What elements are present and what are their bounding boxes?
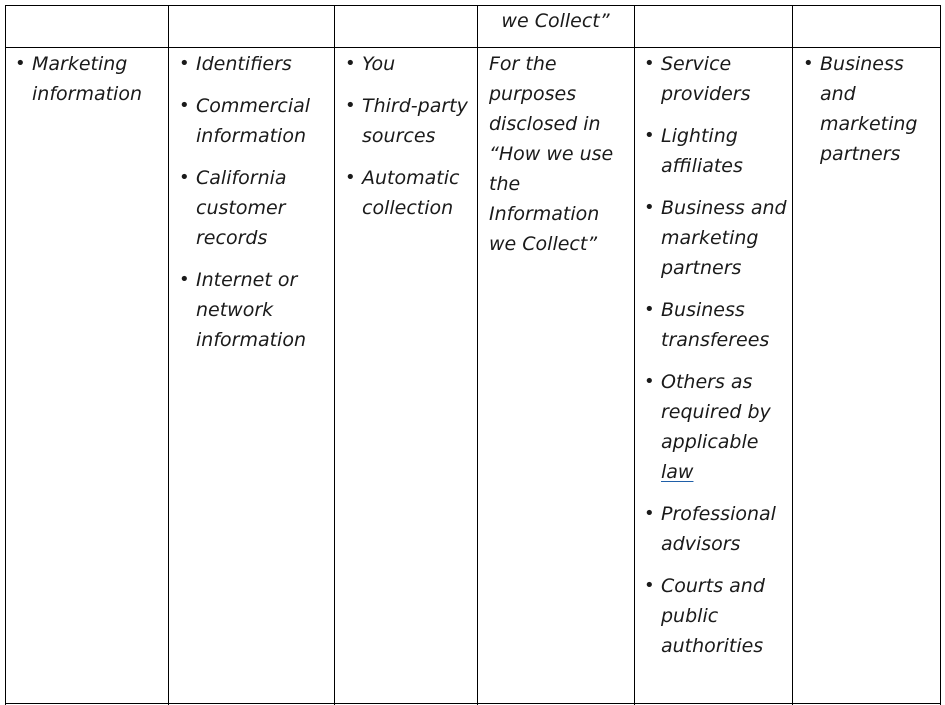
categories-list [11,49,167,109]
list-item [640,367,790,487]
list-item: • Business and marketing partners [640,193,790,283]
table-border-right [940,5,941,705]
table-border-bottom [5,703,941,704]
list-item: • Commercial information [175,91,333,151]
list-item: • Third-party sources [341,91,476,151]
top-row-col4-text: we Collect” [501,10,610,32]
purposes-cell [489,49,629,259]
list-item: • Professional advisors [640,499,790,559]
table-border-top [5,5,941,6]
list-item: • Business transferees [640,295,790,355]
column-divider [792,5,793,705]
data-types-list [175,49,333,355]
categories-cell [11,49,167,121]
column-divider [168,5,169,705]
column-divider [477,5,478,705]
list-item: • Lighting affiliates [640,121,790,181]
list-item: • California customer records [175,163,333,253]
table-border-left [5,5,6,705]
list-item: • Courts and public authorities [640,571,790,661]
column-divider [334,5,335,705]
list-item: • Service providers [640,49,790,109]
law-link[interactable]: law [661,461,694,483]
data-types-cell [175,49,333,367]
disclosed-to-list [640,49,790,661]
disclosed-to-cell [640,49,790,673]
sold-shared-list [799,49,939,169]
sold-shared-cell [799,49,939,181]
row-divider [5,47,941,48]
purposes-text: For the purposes disclosed in “How we use the Information we Collect” [489,53,614,255]
list-item: • Internet or network information [175,265,333,355]
sources-cell [341,49,476,235]
top-row-col4-cell [477,6,634,36]
law-item-text: Others as required by applicable [661,371,771,453]
list-item: • You [341,49,476,79]
list-item: • Automatic collection [341,163,476,223]
column-divider [634,5,635,705]
sources-list [341,49,476,223]
list-item: • Business and marketing partners [799,49,939,169]
list-item: • Marketing information [11,49,167,109]
list-item: • Identifiers [175,49,333,79]
